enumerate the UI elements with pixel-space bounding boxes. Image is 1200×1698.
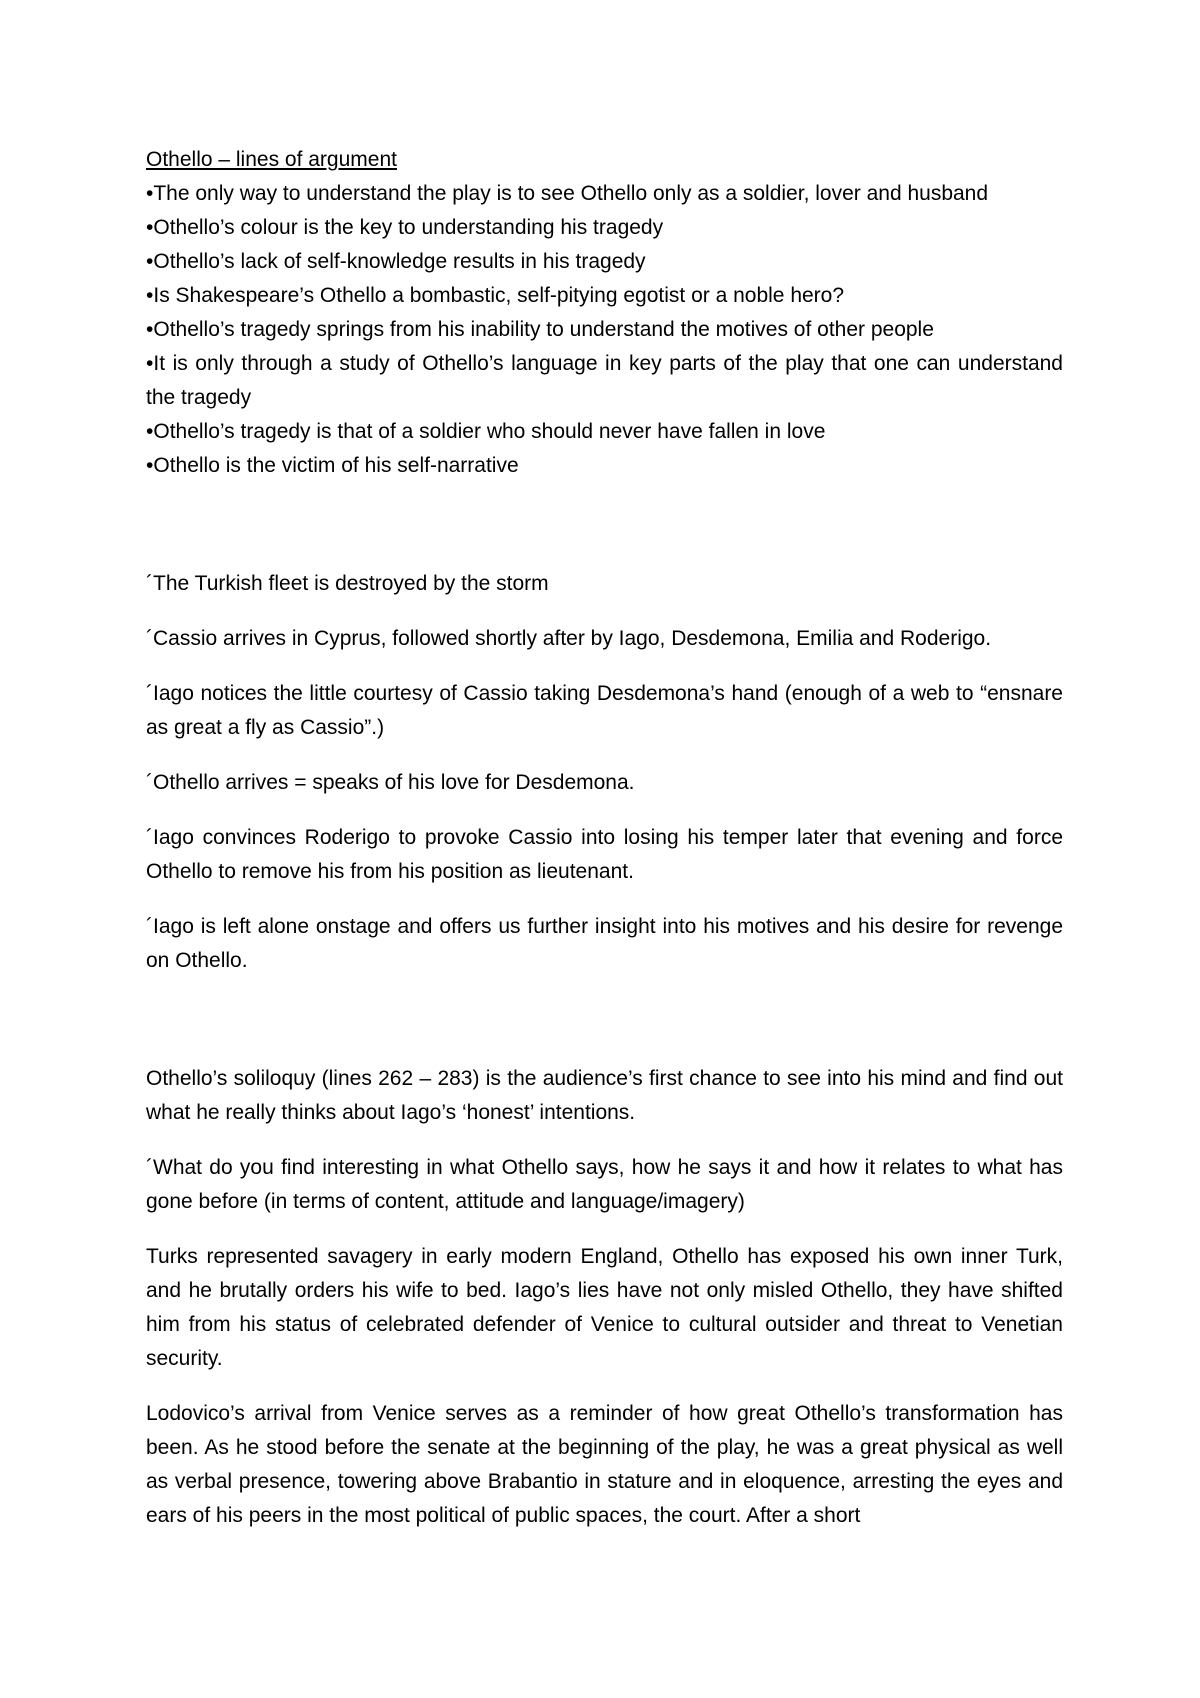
argument-item: •Is Shakespeare’s Othello a bombastic, self-pitying egotist or a noble hero? <box>146 284 845 307</box>
tick-marker: ´ <box>146 915 153 938</box>
bullet-marker: • <box>146 182 154 205</box>
plot-summary <box>146 567 1063 978</box>
argument-list <box>146 177 1063 483</box>
analysis-section <box>146 1062 1063 1533</box>
plot-point: ´Cassio arrives in Cyprus, followed shortly after by Iago, Desdemona, Emilia and Roderigo. <box>146 627 992 650</box>
plot-point: ´Iago convinces Roderigo to provoke Cassio into losing his temper later that evening and force Othello to remove his from his position as lieutenant. <box>146 826 1063 883</box>
turks-paragraph: Turks represented savagery in early modern England, Othello has exposed his own inner Turk, and he brutally orders his wife to bed. Iago’s lies have not only misled Othello, they have shifted him from his status of celebrated defender of Venice to cultural outsider and threat to Venetian security. <box>146 1245 1063 1370</box>
argument-item: •The only way to understand the play is to see Othello only as a soldier, lover and husband <box>146 182 989 205</box>
lodovico-paragraph: Lodovico’s arrival from Venice serves as a reminder of how great Othello’s transformation has been. As he stood before the senate at the beginning of the play, he was a great physical as well as verbal presence, towering above Brabantio in stature and in eloquence, arresting the eyes and ears of his peers in the most political of public spaces, the court. After a short <box>146 1402 1063 1527</box>
soliloquy-paragraph: Othello’s soliloquy (lines 262 – 283) is the audience’s first chance to see into his mind and find out what he really thinks about Iago’s ‘honest’ intentions. <box>146 1067 1063 1124</box>
question-paragraph: ´What do you find interesting in what Othello says, how he says it and how it relates to what has gone before (in terms of content, attitude and language/imagery) <box>146 1156 1063 1213</box>
bullet-marker: • <box>146 284 154 307</box>
tick-marker: ´ <box>146 627 153 650</box>
tick-marker: ´ <box>146 682 153 705</box>
tick-marker: ´ <box>146 771 153 794</box>
document-title: Othello – lines of argument <box>146 148 397 171</box>
bullet-marker: • <box>146 420 154 443</box>
argument-item: •Othello is the victim of his self-narrative <box>146 454 519 477</box>
argument-item: •It is only through a study of Othello’s language in key parts of the play that one can understand the tragedy <box>146 352 1063 409</box>
argument-item: •Othello’s colour is the key to understanding his tragedy <box>146 216 664 239</box>
bullet-marker: • <box>146 216 154 239</box>
plot-point: ´The Turkish fleet is destroyed by the storm <box>146 572 549 595</box>
tick-marker: ´ <box>146 826 153 849</box>
bullet-marker: • <box>146 250 154 273</box>
argument-item: •Othello’s tragedy is that of a soldier who should never have fallen in love <box>146 420 826 443</box>
bullet-marker: • <box>146 352 154 375</box>
plot-point: ´Iago notices the little courtesy of Cassio taking Desdemona’s hand (enough of a web to “ensnare as great a fly as Cassio”.) <box>146 682 1063 739</box>
tick-marker: ´ <box>146 572 153 595</box>
bullet-marker: • <box>146 454 154 477</box>
tick-marker: ´ <box>146 1156 153 1179</box>
plot-point: ´Othello arrives = speaks of his love for Desdemona. <box>146 771 635 794</box>
plot-point: ´Iago is left alone onstage and offers us further insight into his motives and his desire for revenge on Othello. <box>146 915 1063 972</box>
argument-item: •Othello’s tragedy springs from his inability to understand the motives of other people <box>146 318 934 341</box>
bullet-marker: • <box>146 318 154 341</box>
argument-item: •Othello’s lack of self-knowledge results in his tragedy <box>146 250 646 273</box>
